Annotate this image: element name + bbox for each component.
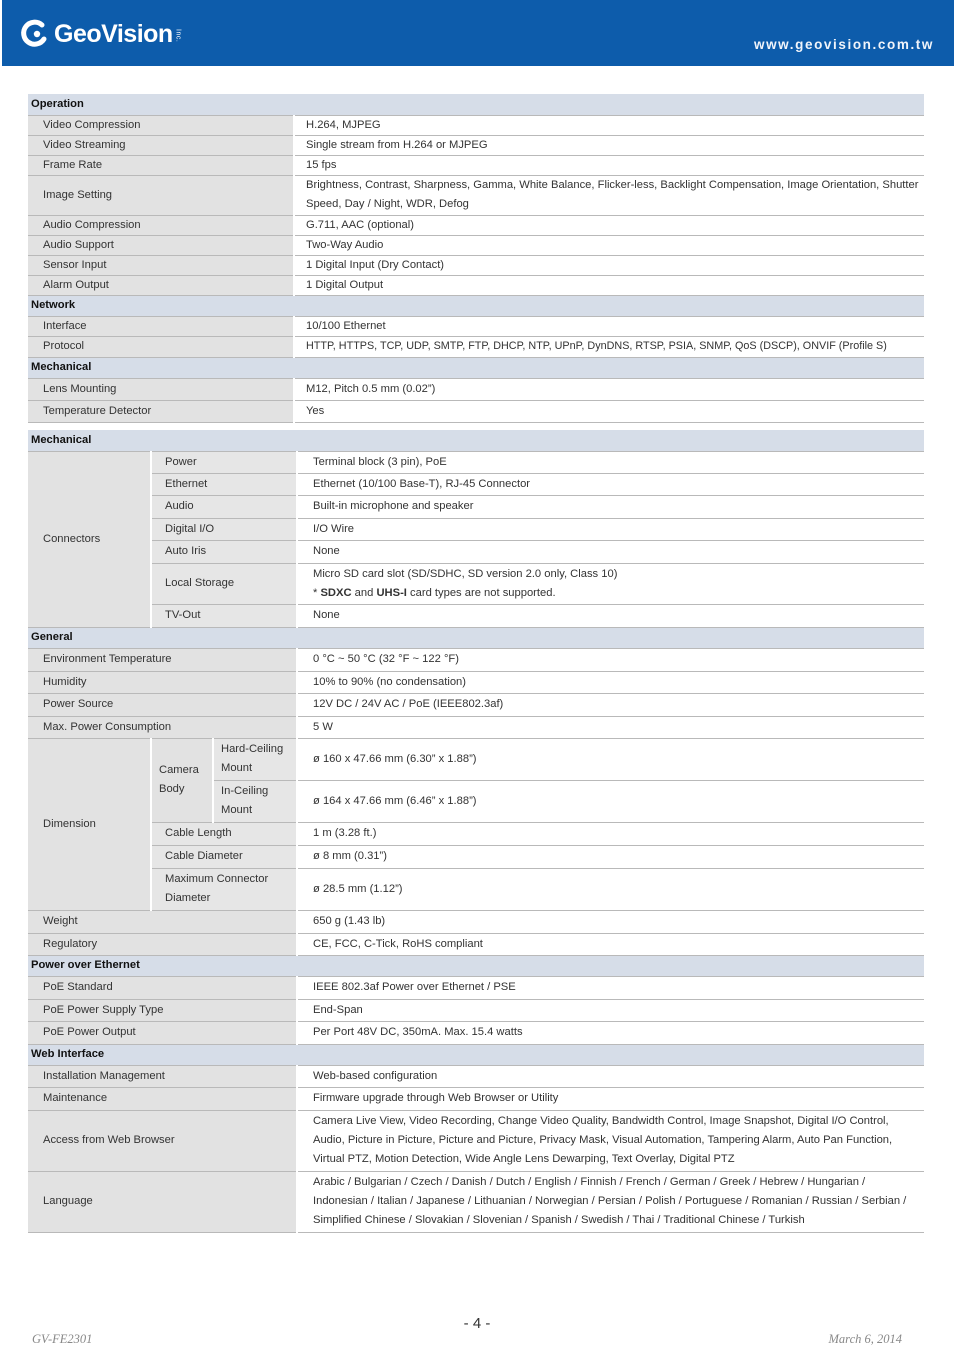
spec-value: 1 m (3.28 ft.) (297, 822, 924, 845)
spec-value: 1 Digital Input (Dry Contact) (294, 255, 924, 275)
spec-label: Cable Diameter (151, 845, 297, 868)
table-row (28, 1065, 924, 1087)
table-row (28, 738, 924, 780)
spec-label: Protocol (28, 336, 294, 357)
spec-value: Single stream from H.264 or MJPEG (294, 135, 924, 155)
spec-value: None (297, 604, 924, 627)
geovision-logo[interactable] (20, 14, 182, 54)
table-row (28, 473, 924, 495)
website-url[interactable]: www.geovision.com.tw (753, 37, 934, 52)
table-row (28, 999, 924, 1021)
spec-label: Alarm Output (28, 275, 294, 295)
spec-value: Ethernet (10/100 Base-T), RJ-45 Connector (297, 473, 924, 495)
spec-value: 1 Digital Output (294, 275, 924, 295)
spec-value: 10% to 90% (no condensation) (297, 671, 924, 693)
spec-label: Cable Length (151, 822, 297, 845)
table-row (28, 215, 924, 235)
spec-label: Access from Web Browser (28, 1110, 297, 1171)
spec-label: PoE Standard (28, 976, 297, 999)
spec-value: I/O Wire (297, 518, 924, 540)
spec-value: 10/100 Ethernet (294, 316, 924, 336)
spec-label: Installation Management (28, 1065, 297, 1087)
spec-label: Regulatory (28, 933, 297, 955)
spec-value: Per Port 48V DC, 350mA. Max. 15.4 watts (297, 1021, 924, 1044)
table-row (28, 910, 924, 933)
spec-label: Auto Iris (151, 540, 297, 563)
table-row (28, 255, 924, 275)
spec-value: G.711, AAC (optional) (294, 215, 924, 235)
spec-value: ø 164 x 47.66 mm (6.46” x 1.88”) (297, 780, 924, 822)
brand-inc: Inc. (174, 29, 182, 43)
spec-value: Yes (294, 400, 924, 422)
local-storage-note: * SDXC and UHS-I card types are not supported. (313, 586, 556, 599)
section-title-general: General (28, 627, 924, 648)
section-title-mechanical-connectors: Mechanical (28, 430, 924, 451)
spec-label: Frame Rate (28, 155, 294, 175)
spec-label: Digital I/O (151, 518, 297, 540)
table-row (28, 1021, 924, 1044)
section-title-network: Network (28, 295, 924, 316)
spec-value: Firmware upgrade through Web Browser or Utility (297, 1087, 924, 1110)
brand-name: GeoVision (54, 19, 173, 48)
spec-value: Built-in microphone and speaker (297, 495, 924, 518)
spec-value: H.264, MJPEG (294, 115, 924, 135)
table-row (28, 716, 924, 738)
spec-value: IEEE 802.3af Power over Ethernet / PSE (297, 976, 924, 999)
spec-label: PoE Power Output (28, 1021, 297, 1044)
spec-label: Environment Temperature (28, 648, 297, 671)
table-row (28, 540, 924, 563)
spec-label-in-ceiling: In-Ceiling Mount (213, 780, 297, 822)
footer-date: March 6, 2014 (828, 1332, 902, 1346)
table-row (28, 175, 924, 215)
spec-value: Arabic / Bulgarian / Czech / Danish / Dutch / English / Finnish / French / German / Greek / Hebrew / Hungarian / Indonesian / Italian / Japanese / Lithuanian / Norwegian / Persian / Polish / Portuguese / Romanian / Russian / Serbian / Simplified Chinese / Slovakian / Slovenian / Spanish / Swedish / Thai / Traditional Chinese / Turkish (297, 1171, 924, 1232)
table-row (28, 518, 924, 540)
spec-table-upper (28, 94, 924, 423)
spec-value: Terminal block (3 pin), PoE (297, 451, 924, 473)
spec-value: End-Span (297, 999, 924, 1021)
spec-label: Local Storage (151, 563, 297, 604)
group-label-dimension: Dimension (28, 738, 151, 910)
table-row (28, 976, 924, 999)
spec-value: M12, Pitch 0.5 mm (0.02”) (294, 378, 924, 400)
group-label-camera-body: Camera Body (151, 738, 213, 822)
spec-label: Image Setting (28, 175, 294, 215)
spec-label: Humidity (28, 671, 297, 693)
spec-label: Video Streaming (28, 135, 294, 155)
geovision-logo-icon (20, 19, 50, 49)
section-title-web-interface: Web Interface (28, 1044, 924, 1065)
spec-label: Audio Support (28, 235, 294, 255)
uhs-label: UHS-I (376, 586, 407, 599)
spec-value: None (297, 540, 924, 563)
spec-value: ø 160 x 47.66 mm (6.30” x 1.88”) (297, 738, 924, 780)
spec-label-hard-ceiling: Hard-Ceiling Mount (213, 738, 297, 780)
table-row (28, 316, 924, 336)
table-row (28, 115, 924, 135)
spec-label: Audio (151, 495, 297, 518)
spec-label: Sensor Input (28, 255, 294, 275)
table-row (28, 648, 924, 671)
page-header (2, 0, 954, 66)
table-row (28, 1110, 924, 1171)
table-row (28, 336, 924, 357)
table-row (28, 275, 924, 295)
spec-value: HTTP, HTTPS, TCP, UDP, SMTP, FTP, DHCP, NTP, UPnP, DynDNS, RTSP, PSIA, SNMP, QoS (DSCP), ONVIF (Profile S) (294, 336, 924, 357)
spec-value: Web-based configuration (297, 1065, 924, 1087)
table-row (28, 868, 924, 910)
spec-value: 12V DC / 24V AC / PoE (IEEE802.3af) (297, 693, 924, 716)
table-row (28, 1171, 924, 1232)
section-title-mechanical: Mechanical (28, 357, 924, 378)
table-row (28, 400, 924, 422)
footer-model: GV-FE2301 (32, 1332, 93, 1346)
table-row (28, 822, 924, 845)
spec-label: TV-Out (151, 604, 297, 627)
table-row (28, 671, 924, 693)
group-label-connectors: Connectors (28, 451, 151, 627)
spec-value: Brightness, Contrast, Sharpness, Gamma, White Balance, Flicker-less, Backlight Compensation, Image Orientation, Shutter Speed, Day / Night, WDR, Defog (294, 175, 924, 215)
spec-value: Two-Way Audio (294, 235, 924, 255)
spec-value: 5 W (297, 716, 924, 738)
spec-label: Ethernet (151, 473, 297, 495)
spec-table-lower (28, 430, 924, 1233)
spec-label: Max. Power Consumption (28, 716, 297, 738)
table-row (28, 155, 924, 175)
table-row (28, 1087, 924, 1110)
spec-value: Camera Live View, Video Recording, Change Video Quality, Bandwidth Control, Image Snapshot, Digital I/O Control, Audio, Picture in Picture, Picture and Picture, Privacy Mask, Visual Automation, Tampering Alarm, Auto Pan Function, Virtual PTZ, Motion Detection, Wide Angle Lens Dewarping, Text Overlay, Digital PTZ (297, 1110, 924, 1171)
table-row (28, 495, 924, 518)
table-row (28, 933, 924, 955)
spec-label: Interface (28, 316, 294, 336)
table-row (28, 693, 924, 716)
spec-label: Video Compression (28, 115, 294, 135)
sdxc-label: SDXC (320, 586, 352, 599)
table-row (28, 604, 924, 627)
spec-label-max-connector: Maximum Connector Diameter (151, 868, 297, 910)
table-row (28, 135, 924, 155)
spec-label: Weight (28, 910, 297, 933)
spec-value-local-storage (297, 563, 924, 604)
table-row (28, 235, 924, 255)
spec-label: Power Source (28, 693, 297, 716)
spec-value: CE, FCC, C-Tick, RoHS compliant (297, 933, 924, 955)
spec-label: Audio Compression (28, 215, 294, 235)
table-row (28, 378, 924, 400)
spec-value: 650 g (1.43 lb) (297, 910, 924, 933)
table-row (28, 845, 924, 868)
spec-value: ø 8 mm (0.31”) (297, 845, 924, 868)
section-title-operation: Operation (28, 94, 924, 115)
spec-label: PoE Power Supply Type (28, 999, 297, 1021)
local-storage-text: Micro SD card slot (SD/SDHC, SD version 2.0 only, Class 10) (313, 567, 618, 580)
spec-value: 0 °C ~ 50 °C (32 °F ~ 122 °F) (297, 648, 924, 671)
spec-value: 15 fps (294, 155, 924, 175)
section-title-poe: Power over Ethernet (28, 955, 924, 976)
table-row (28, 451, 924, 473)
spec-value: ø 28.5 mm (1.12”) (297, 868, 924, 910)
page-number: - 4 - (463, 1315, 491, 1332)
spec-label: Power (151, 451, 297, 473)
spec-label: Temperature Detector (28, 400, 294, 422)
spec-label: Language (28, 1171, 297, 1232)
spec-label: Maintenance (28, 1087, 297, 1110)
spec-label: Lens Mounting (28, 378, 294, 400)
table-row (28, 563, 924, 604)
